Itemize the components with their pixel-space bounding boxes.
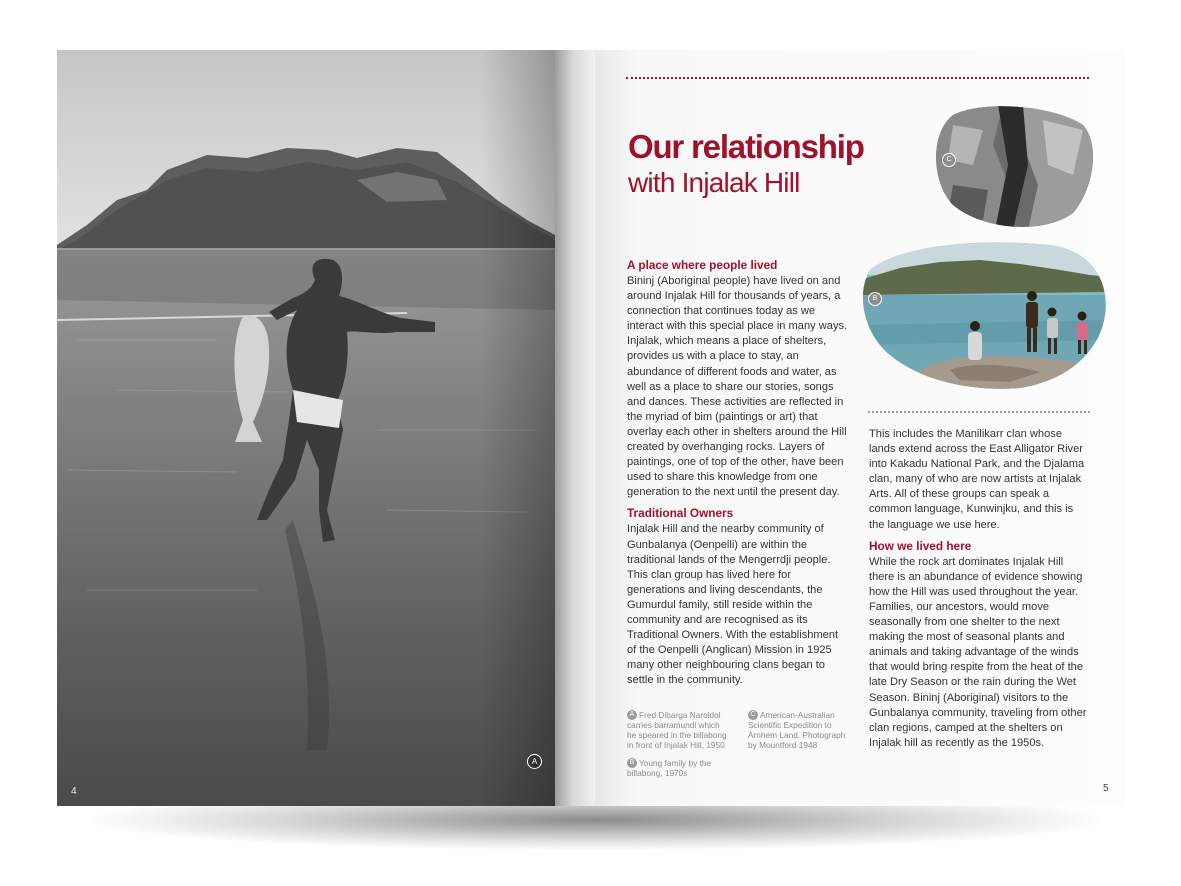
paragraph-manilikarr-clan: This includes the Manilikarr clan whose lands extend across the East Alligator River into Kakadu National Park, and the Djalama clan, many of who are now artists at Injalak Arts. All of these groups can speak a common language, Kunwinjku, and this is the language we use here.	[869, 428, 1085, 531]
heading-how-we-lived-here: How we lived here	[869, 538, 972, 553]
paragraph-place-where-people-lived: Bininj (Aboriginal people) have lived on and around Injalak Hill for thousands of years, a connection that continues today as we interact with this special place in many ways. Injalak, which means a place of shelters, provides us with a place to stay, an abundance of different foods and water, as well as a place to share our stories, songs and dances. These activities are reflected in the myriad of bim (paintings or art) that overlay each other in shelters around the Hill created by overhanging rocks. Layers of paintings, one of top of the other, have been used to share this knowledge from one generation to the next until the present day.	[627, 275, 848, 499]
photo-label-b: B	[868, 292, 882, 306]
caption-badge-b: B	[627, 758, 637, 768]
fisherman-photo	[57, 50, 555, 806]
photo-label-a: A	[527, 754, 542, 769]
caption-c	[748, 710, 848, 750]
heading-place-where-people-lived: A place where people lived	[627, 258, 778, 272]
caption-a	[627, 710, 727, 750]
paragraph-how-we-lived-here: While the rock art dominates Injalak Hill there is an abundance of evidence showing how the Hill was used throughout the year. Families, our ancestors, would move seasonally from one shelter to the next making the most of seasonal plants and animals and taking advantage of the winds that would bring respite from the heat of the late Dry Season or the rain during the Wet Season. Bininj (Aboriginal) visitors to the Gunbalanya community, traveling from other clan regions, camped at the shelters on Injalak hill as recently as the 1950s.	[869, 555, 1087, 749]
caption-c-text: American-Australian Scientific Expedition to Arnhem Land. Photograph by Mountford 1948	[748, 710, 846, 750]
text-column-right	[869, 427, 1089, 756]
paragraph-traditional-owners: Injalak Hill and the nearby community of Gunbalanya (Oenpelli) are within the traditional lands of the Mengerrdji people. This clan group has lived here for generations and living descendants, the Gumurdul family, still reside within the community and are recognised as its Traditional Owners. With the establishment of the Oenpelli (Anglican) Mission in 1925 many other neighbouring clans began to settle in the community.	[627, 523, 839, 687]
photo-label-c: C	[942, 153, 956, 167]
top-dotted-rule	[626, 77, 1089, 79]
caption-badge-a: A	[627, 710, 637, 720]
caption-badge-c: C	[748, 710, 758, 720]
spine-gutter	[555, 50, 595, 806]
photo-b-billabong	[860, 240, 1108, 390]
page-title: Our relationship	[628, 128, 864, 165]
text-column-left	[627, 257, 849, 693]
caption-a-text: Fred Dibarga Naroldol carries barramundi which he speared in the billabong in front of Injalak Hill, 1950	[627, 710, 727, 750]
photo-c-rocks	[933, 105, 1095, 230]
page-number-left: 4	[71, 786, 77, 797]
heading-traditional-owners: Traditional Owners	[627, 506, 734, 521]
page-subtitle: with Injalak Hill	[628, 167, 800, 198]
mid-dotted-rule	[868, 411, 1090, 413]
caption-b-text: Young family by the billabong, 1970s	[627, 758, 712, 778]
left-page	[57, 50, 555, 806]
right-page	[595, 50, 1126, 806]
page-number-right: 5	[1103, 783, 1109, 794]
caption-b	[627, 758, 727, 778]
